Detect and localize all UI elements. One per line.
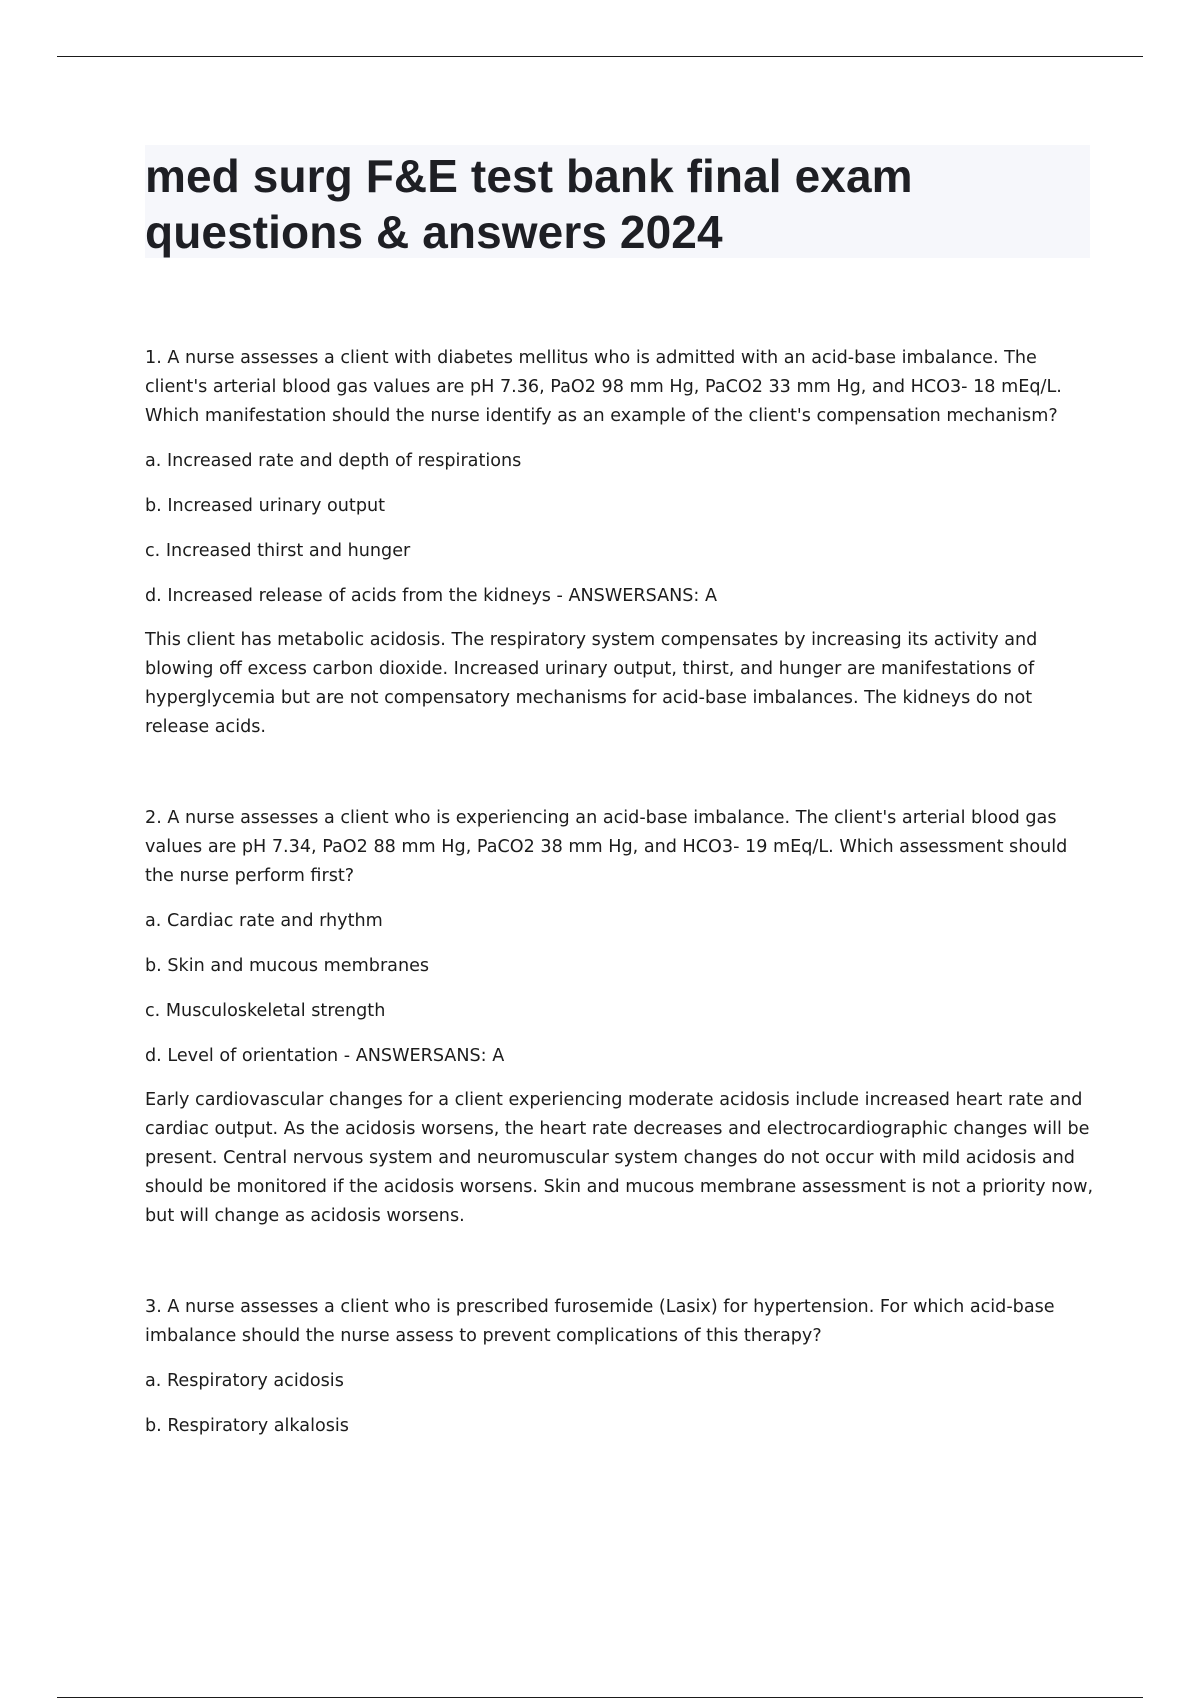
top-divider — [57, 56, 1143, 57]
answer-option-b: b. Increased urinary output — [145, 496, 386, 516]
answer-option-c: c. Increased thirst and hunger — [145, 541, 411, 561]
answer-option-b: b. Skin and mucous membranes — [145, 956, 430, 976]
answer-option-b: b. Respiratory alkalosis — [145, 1416, 349, 1436]
answer-explanation: This client has metabolic acidosis. The respiratory system compensates by increasing its activity and blowing off excess carbon dioxide. Increased urinary output, thirst, and hunger are manifestations of hyperglycemia but are not compensatory mechanisms for acid-base imbalances. The kidneys do not release acids. — [145, 630, 1038, 737]
title-banner — [145, 145, 1090, 258]
answer-option-d: d. Increased release of acids from the kidneys - ANSWERSANS: A — [145, 586, 717, 606]
question-text: 3. A nurse assesses a client who is prescribed furosemide (Lasix) for hypertension. For which acid-base imbalance should the nurse assess to prevent complications of this therapy? — [145, 1297, 1055, 1346]
document-title: med surg F&E test bank final exam questions & answers 2024 — [145, 150, 913, 258]
question-2 — [145, 804, 1095, 1231]
answer-option-d: d. Level of orientation - ANSWERSANS: A — [145, 1046, 505, 1066]
bottom-divider — [57, 1697, 1143, 1698]
document-body — [145, 344, 1095, 1503]
question-text: 1. A nurse assesses a client with diabetes mellitus who is admitted with an acid-base imbalance. The client's arterial blood gas values are pH 7.36, PaO2 98 mm Hg, PaCO2 33 mm Hg, and HCO3- 18 mEq/L. Which manifestation should the nurse identify as an example of the client's compensation mechanism? — [145, 348, 1062, 426]
question-1 — [145, 344, 1095, 742]
answer-option-a: a. Increased rate and depth of respirations — [145, 451, 522, 471]
answer-explanation: Early cardiovascular changes for a client experiencing moderate acidosis include increased heart rate and cardiac output. As the acidosis worsens, the heart rate decreases and electrocardiographic changes will be present. Central nervous system and neuromuscular system changes do not occur with mild acidosis and should be monitored if the acidosis worsens. Skin and mucous membrane assessment is not a priority now, but will change as acidosis worsens. — [145, 1090, 1094, 1226]
question-text: 2. A nurse assesses a client who is experiencing an acid-base imbalance. The client's arterial blood gas values are pH 7.34, PaO2 88 mm Hg, PaCO2 38 mm Hg, and HCO3- 19 mEq/L. Which assessment should the nurse perform first? — [145, 808, 1068, 886]
answer-option-c: c. Musculoskeletal strength — [145, 1001, 386, 1021]
answer-option-a: a. Cardiac rate and rhythm — [145, 911, 383, 931]
answer-option-a: a. Respiratory acidosis — [145, 1371, 344, 1391]
question-3 — [145, 1293, 1095, 1441]
